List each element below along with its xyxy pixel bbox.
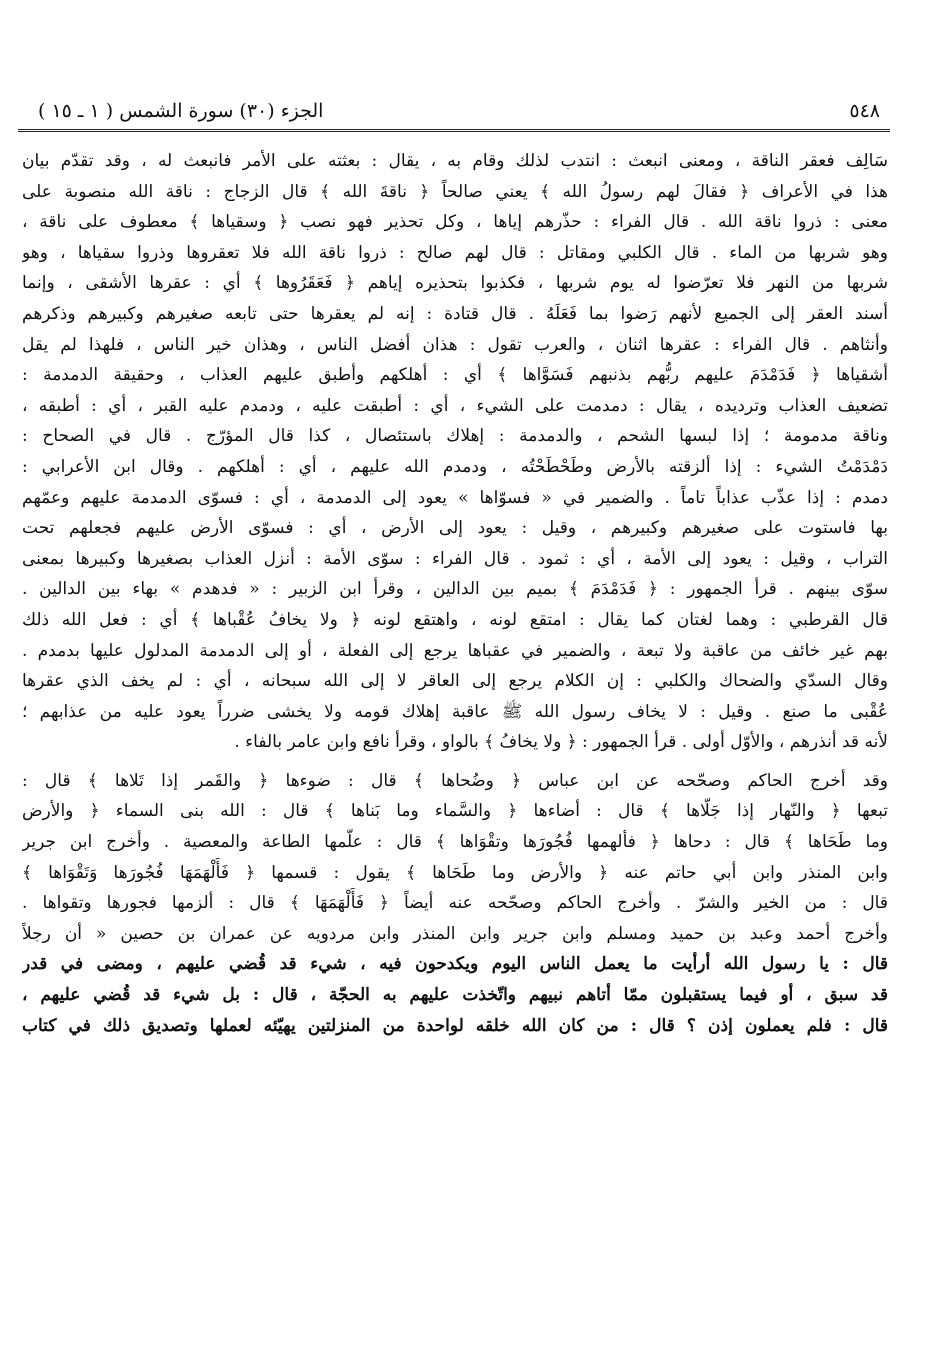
header-rule: [18, 129, 890, 132]
text-line: وما طَحَاها ﴾ قال : دحاها ﴿ فألهمها فُجُورَها وتقْوَاها ﴾ قال : علّمها الطاعة والمعصية . وأخرج ابن جرير: [22, 832, 888, 853]
text-line: وناقة مدمومة ؛ إذا لبسها الشحم ، والدمدمة : إهلاك باستئصال ، كذا قال المؤرّج . قال في الصحاح :: [22, 426, 888, 447]
text-line: بها فاستوت على صغيرهم وكبيرهم ، وقيل : يعود إلى الأرض ، أي : فسوّى الأرض عليهم فجعلهم تحت: [22, 518, 888, 539]
text-line: قال : يا رسول الله أرأيت ما يعمل الناس اليوم ويكدحون فيه ، شيء قد قُضي عليهم ، ومضى في قدر: [22, 954, 888, 975]
text-line: تبعها ﴿ والنّهار إذا جَلّاها ﴾ قال : أضاءها ﴿ والسَّماء وما بَناها ﴾ قال : الله بنى السماء ﴿ والأرض: [22, 801, 888, 822]
text-line: دمدم : إذا عذّب عذاباً تاماً . والضمير في « فسوّاها » يعود إلى الدمدمة ، أي : فسوّى الدمدمة عليهم وعمّهم: [22, 487, 888, 508]
text-line: سوّى بينهم . قرأ الجمهور : ﴿ فَدَمْدَمَ ﴾ بميم بين الدالين ، وقرأ ابن الزبير : « فدهدم » بهاء بين الدالين .: [22, 579, 888, 600]
text-line: أشقياها ﴿ فَدَمْدَمَ عليهم ربُّهم بذنبهم فَسَوَّاها ﴾ أي : أهلكهم وأطبق عليهم العذاب ، وحقيقة الدمدمة :: [22, 365, 888, 386]
page-body: [22, 146, 888, 1041]
text-line: قال القرطبي : وهما لغتان كما يقال : امتقع لونه ، واهتقع لونه ﴿ ولا يخافُ عُقْباها ﴾ أي : فعل الله ذلك: [22, 609, 888, 630]
text-line: وهو شربها من الماء . قال الكلبي ومقاتل : قال لهم صالح : ذروا ناقة الله فلا تعقروها وذروا سقياها ، وهو: [22, 242, 888, 263]
text-line: قد سبق ، أو فيما يستقبلون ممّا أتاهم نبيهم واتّخذت عليهم به الحجّة ، قال : بل شيء قد قُضي عليهم ،: [22, 985, 888, 1006]
text-line: قال : فلم يعملون إذن ؟ قال : من كان الله خلقه لواحدة من المنزلتين يهيّئه لعملها وتصديق ذلك في كتاب: [22, 1015, 888, 1036]
running-title: الجزء (٣٠) سورة الشمس ( ١ ـ ١٥ ): [38, 100, 324, 122]
text-line: وأخرج أحمد وعبد بن حميد ومسلم وابن جرير وابن المنذر وابن مردويه عن عمران بن حصين « أن رجلاً: [22, 923, 888, 944]
text-line: وأنثاهم . قال الفراء : عقرها اثنان ، والعرب تقول : هذان أفضل الناس ، وهذان خير الناس ، فلهذا لم يقل: [22, 334, 888, 355]
text-line: وقد أخرج الحاكم وصحّحه عن ابن عباس ﴿ وضُحاها ﴾ قال : ضوءها ﴿ والقَمر إذا تَلاها ﴾ قال :: [22, 770, 888, 791]
text-line: شربها من النهر فلا تعرّضوا له يوم شربها ، فكذبوا بتحذيره إياهم ﴿ فَعَقَرُوها ﴾ أي : عقرها الأشقى ، وإنما: [22, 273, 888, 294]
text-line: تضعيف العذاب وترديده ، يقال : دمدمت على الشيء ، أي : أطبقت عليه ، ودمدم عليه القبر ، أي : أطبقه ،: [22, 395, 888, 416]
text-line: قال : من الخير والشرّ . وأخرج الحاكم وصحّحه عنه أيضاً ﴿ فَأَلْهَمَهَا ﴾ قال : ألزمها فجورها وتقواها .: [22, 893, 888, 914]
text-line: التراب ، وقيل : يعود إلى الأمة ، أي : ثمود . قال الفراء : سوّى الأمة : أنزل العذاب بصغيرها وكبيرها بمعنى: [22, 548, 888, 569]
text-line: معنى : ذروا ناقة الله . قال الفراء : حذّرهم إياها ، وكل تحذير فهو نصب ﴿ وسقياها ﴾ معطوف على ناقة ،: [22, 212, 888, 233]
paragraph-narrations: [22, 766, 888, 1041]
text-line: دَمْدَمْتُ الشيء : إذا ألزقته بالأرض وطَحْطَحْتُه ، ودمدم الله عليهم ، أي : أهلكهم . وقال ابن الأعرابي :: [22, 456, 888, 477]
text-line: بهم غير خائف من عاقبة ولا تبعة ، والضمير في عقباها يرجع إلى الفعلة ، أو إلى الدمدمة المدلول عليها بدمدم .: [22, 640, 888, 661]
text-line: وقال السدّي والضحاك والكلبي : إن الكلام يرجع إلى العاقر لا إلى الله سبحانه ، أي : لم يخف الذي عقرها: [22, 671, 888, 692]
text-line: لأنه قد أنذرهم ، والأوّل أولى . قرأ الجمهور : ﴿ ولا يخافُ ﴾ بالواو ، وقرأ نافع وابن عامر بالفاء .: [234, 732, 888, 753]
page-header: [18, 96, 890, 130]
text-line: عُقْبى ما صنع . وقيل : لا يخاف رسول الله ﷺ عاقبة إهلاك قومه ولا يخشى ضرراً يعود عليه من عذابهم ؛: [22, 701, 888, 722]
page-number: ٥٤٨: [849, 100, 880, 122]
text-line: أسند العقر إلى الجميع لأنهم رَضوا بما فَعَلَهُ . قال قتادة : إنه لم يعقرها حتى تابعه صغيرهم وكبيرهم وذكرهم: [22, 303, 888, 324]
paragraph-commentary: [22, 146, 888, 758]
text-line: هذا في الأعراف ﴿ فقالَ لهم رسولُ الله ﴾ يعني صالحاً ﴿ ناقةَ الله ﴾ قال الزجاج : ناقة الله منصوبة على: [22, 181, 888, 202]
text-line: وابن المنذر وابن أبي حاتم عنه ﴿ والأرض وما طَحَاها ﴾ يقول : قسمها ﴿ فَأَلْهَمَهَا فُجُورَها وَتَقْوَاها ﴾: [22, 862, 888, 883]
text-line: سَالِف فعقر الناقة ، ومعنى انبعث : انتدب لذلك وقام به ، يقال : بعثته على الأمر فانبعث له ، وقد تقدّم بيان: [22, 151, 888, 171]
